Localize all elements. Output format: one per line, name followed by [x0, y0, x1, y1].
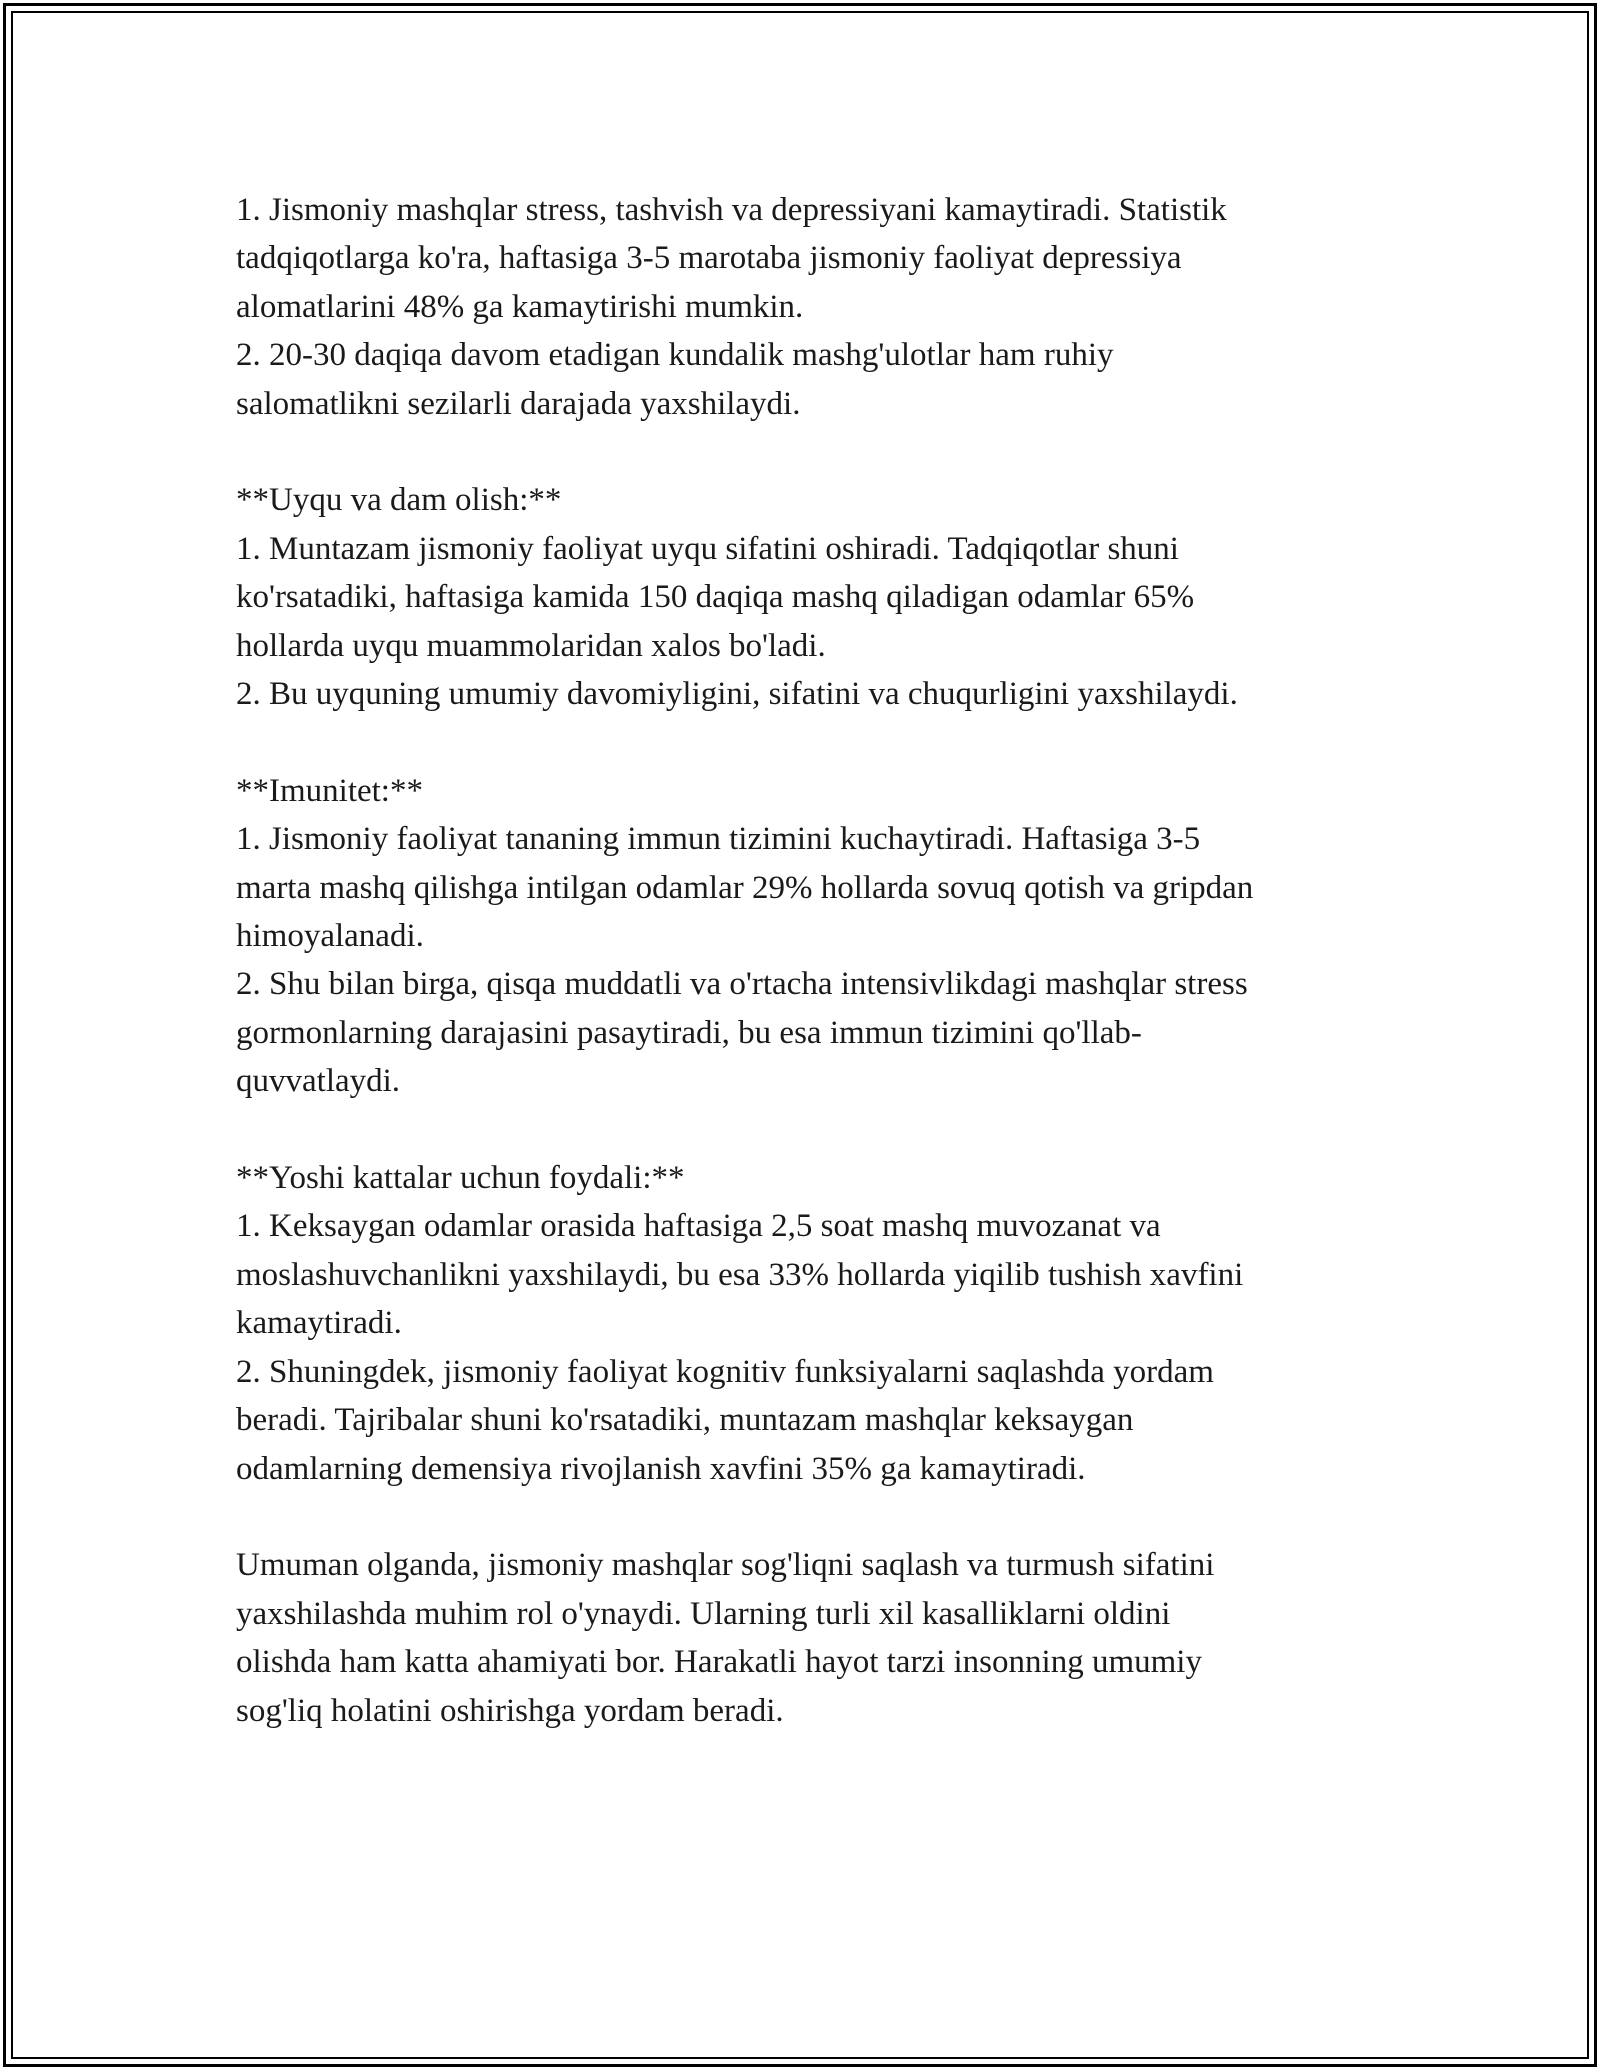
- text-block: [236, 1154, 1386, 1493]
- paragraph-gap: [236, 1493, 1386, 1541]
- text-line: ko'rsatadiki, haftasiga kamida 150 daqiqa mashq qiladigan odamlar 65%: [236, 579, 1195, 616]
- paragraph-gap: [236, 718, 1386, 766]
- text-line: beradi. Tajribalar shuni ko'rsatadiki, muntazam mashqlar keksaygan: [236, 1402, 1134, 1439]
- text-line: 1. Jismoniy faoliyat tananing immun tizimini kuchaytiradi. Haftasiga 3-5: [236, 821, 1201, 858]
- document-body: [236, 186, 1386, 1735]
- text-line: **Yoshi kattalar uchun foydali:**: [236, 1160, 685, 1197]
- text-line: Umuman olganda, jismoniy mashqlar sog'liqni saqlash va turmush sifatini: [236, 1547, 1215, 1584]
- text-line: 1. Keksaygan odamlar orasida haftasiga 2,5 soat mashq muvozanat va: [236, 1208, 1161, 1245]
- text-line: moslashuvchanlikni yaxshilaydi, bu esa 33% hollarda yiqilib tushish xavfini: [236, 1256, 1244, 1293]
- text-line: 1. Muntazam jismoniy faoliyat uyqu sifatini oshiradi. Tadqiqotlar shuni: [236, 530, 1179, 567]
- text-line: 2. Bu uyquning umumiy davomiyligini, sifatini va chuqurligini yaxshilaydi.: [236, 676, 1238, 713]
- text-line: 2. 20-30 daqiqa davom etadigan kundalik mashg'ulotlar ham ruhiy: [236, 337, 1114, 374]
- paragraph-gap: [236, 428, 1386, 476]
- text-line: sog'liq holatini oshirishga yordam beradi.: [236, 1692, 784, 1729]
- text-line: quvvatlaydi.: [236, 1063, 401, 1100]
- paragraph-gap: [236, 1106, 1386, 1154]
- text-line: **Imunitet:**: [236, 772, 423, 809]
- text-block: [236, 476, 1386, 718]
- text-line: himoyalanadi.: [236, 918, 424, 955]
- text-line: 2. Shu bilan birga, qisqa muddatli va o'rtacha intensivlikdagi mashqlar stress: [236, 966, 1248, 1003]
- text-line: 2. Shuningdek, jismoniy faoliyat kognitiv funksiyalarni saqlashda yordam: [236, 1353, 1214, 1390]
- text-block: [236, 186, 1386, 428]
- text-line: salomatlikni sezilarli darajada yaxshilaydi.: [236, 385, 801, 422]
- text-line: tadqiqotlarga ko'ra, haftasiga 3-5 marotaba jismoniy faoliyat depressiya: [236, 240, 1182, 277]
- text-line: marta mashq qilishga intilgan odamlar 29% hollarda sovuq qotish va gripdan: [236, 869, 1254, 906]
- text-line: olishda ham katta ahamiyati bor. Harakatli hayot tarzi insonning umumiy: [236, 1644, 1202, 1681]
- text-line: hollarda uyqu muammolaridan xalos bo'ladi.: [236, 627, 826, 664]
- text-line: **Uyqu va dam olish:**: [236, 482, 562, 519]
- text-line: 1. Jismoniy mashqlar stress, tashvish va depressiyani kamaytiradi. Statistik: [236, 192, 1227, 228]
- text-line: yaxshilashda muhim rol o'ynaydi. Ularning turli xil kasalliklarni oldini: [236, 1595, 1171, 1632]
- text-line: kamaytiradi.: [236, 1305, 402, 1342]
- text-line: alomatlarini 48% ga kamaytirishi mumkin.: [236, 288, 804, 325]
- text-block: [236, 1541, 1386, 1735]
- text-block: [236, 767, 1386, 1106]
- text-line: odamlarning demensiya rivojlanish xavfini 35% ga kamaytiradi.: [236, 1450, 1086, 1487]
- text-line: gormonlarning darajasini pasaytiradi, bu esa immun tizimini qo'llab-: [236, 1014, 1142, 1051]
